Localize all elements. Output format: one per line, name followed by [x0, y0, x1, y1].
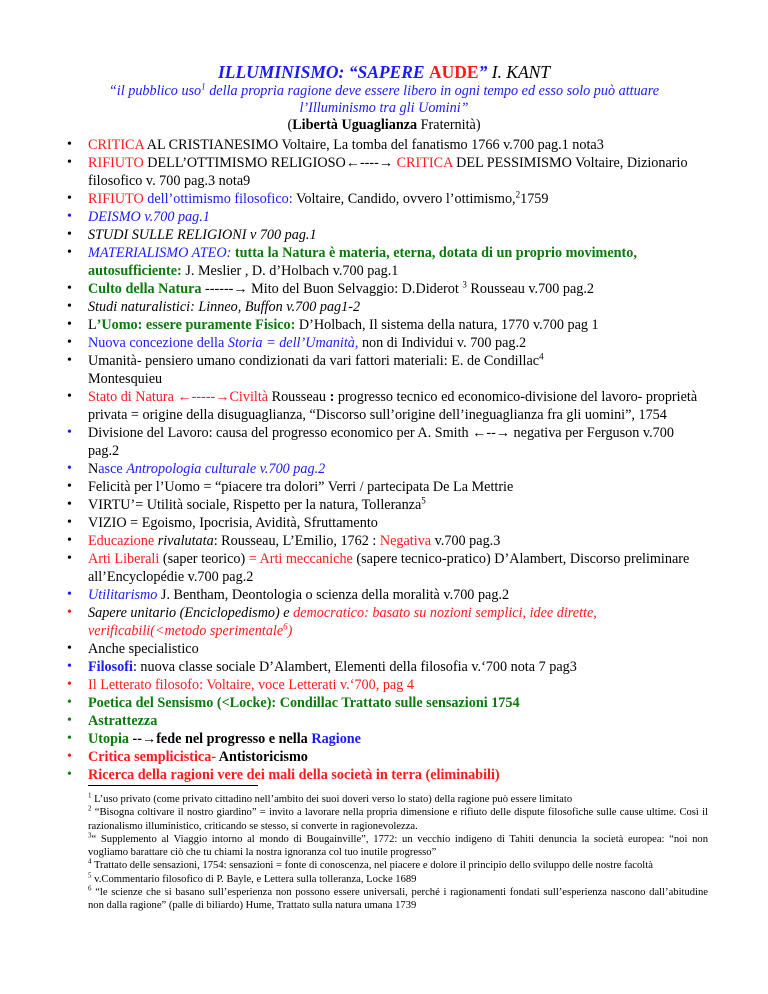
subtitle-line-1: “il pubblico uso$^1$ della propria ragione deve essere libero in ogni tempo ed esso solo può attuare — [108, 81, 660, 99]
list-item: • DEISMO v.700 pag.1 — [88, 208, 708, 226]
list-item: • MATERIALISMO ATEO: tutta la Natura è materia, eterna, dotata di un proprio movimento, autosufficiente: J. Meslier , D. d’Holbach v.700 pag.1 — [88, 244, 708, 280]
right-arrow-icon: --→ — [132, 731, 157, 747]
footnote-ref-4[interactable]: 4 — [539, 351, 544, 362]
footnote-divider — [88, 785, 258, 786]
list-item: • RIFIUTO dell’ottimismo filosofico: Voltaire, Candido, ovvero l’ottimismo,$^2$1759 — [88, 190, 708, 208]
list-item: • STUDI SULLE RELIGIONI v 700 pag.1 — [88, 226, 708, 244]
list-item: • Il Letterato filosofo: Voltaire, voce Letterati v.‘700, pag 4 — [88, 676, 708, 694]
footnote: $^3$“ Supplemento al Viaggio intorno al mondo di Bougainville”, 1772: un vecchio indigeno di Tahiti denuncia la società europea: “noi non vogliamo barattare ciò che tu chiami la nostra ignoranza col tuo inutile progresso” — [88, 831, 708, 859]
list-item: • Filosofi: nuova classe sociale D’Alambert, Elementi della filosofia v.‘700 nota 7 pag3 — [88, 658, 708, 676]
footnote-ref-5[interactable]: 5 — [421, 495, 426, 506]
list-item: • Felicità per l’Uomo = “piacere tra dolori” Verri / partecipata De La Mettrie — [88, 478, 708, 496]
footnote-ref-1[interactable]: 1 — [201, 81, 206, 92]
footnotes — [88, 793, 708, 913]
list-item: • Nasce Antropologia culturale v.700 pag.2 — [88, 460, 708, 478]
list-item: • Divisione del Lavoro: causa del progresso economico per A. Smith ←--→ negativa per Ferguson v.700 pag.2 — [88, 424, 708, 460]
list-item: • Ricerca della ragioni vere dei mali della società in terra (eliminabili) — [88, 766, 708, 784]
list-item: • Astrattezza — [88, 712, 708, 730]
title-author: I. KANT — [491, 62, 551, 82]
list-item: • RIFIUTO DELL’OTTIMISMO RELIGIOSO←----→ CRITICA DEL PESSIMISMO Voltaire, Dizionario filosofico v. 700 pag.3 nota9 — [88, 154, 708, 190]
list-item: • Anche specialistico — [88, 640, 708, 658]
footnote: $^1$ L’uso privato (come privato cittadino nell’ambito dei suoi doveri verso lo stato) della ragione può essere limitato — [88, 791, 573, 805]
list-item: • Utopia --→fede nel progresso e nella Ragione — [88, 730, 708, 748]
title-main: ILLUMINISMO: “SAPERE — [217, 62, 429, 82]
list-item: • Studi naturalistici: Linneo, Buffon v.700 pag1-2 — [88, 298, 708, 316]
document-title — [0, 62, 768, 83]
list-item: • Utilitarismo J. Bentham, Deontologia o scienza della moralità v.700 pag.2 — [88, 586, 708, 604]
footnote: $^5$ v.Commentario filosofico di P. Bayle, e Lettera sulla tolleranza, Locke 1689 — [88, 871, 417, 885]
list-item: • Arti Liberali (saper teorico) = Arti meccaniche (sapere tecnico-pratico) D’Alambert, Discorso preliminare all’Encyclopédie v.700 pag.2 — [88, 550, 708, 586]
list-item: • Culto della Natura ------→ Mito del Buon Selvaggio: D.Diderot $^3$ Rousseau v.700 pag.2 — [88, 280, 708, 298]
subtitle-line-2: l’Illuminismo tra gli Uomini” — [299, 100, 469, 116]
footnote: $^4$ Trattato delle sensazioni, 1754: sensazioni = fonte di conoscenza, nel piacere e dolore il principio dello sviluppo delle nostre facoltà — [88, 857, 653, 872]
list-item: • Educazione rivalutata: Rousseau, L’Emilio, 1762 : Negativa v.700 pag.3 — [88, 532, 708, 550]
title-close-quote: ” — [478, 62, 492, 82]
list-item: • VIZIO = Egoismo, Ipocrisia, Avidità, Sfruttamento — [88, 514, 708, 532]
list-item: • CRITICA AL CRISTIANESIMO Voltaire, La tomba del fanatismo 1766 v.700 pag.1 nota3 — [88, 136, 708, 154]
list-item: • Critica semplicistica- Antistoricismo — [88, 748, 708, 766]
list-item: • Sapere unitario (Enciclopedismo) e democratico: basato su nozioni semplici, idee dirette, verificabili(<metodo sperimentale$^6$) — [88, 604, 708, 640]
list-item: • Nuova concezione della Storia = dell’Umanità, non di Individui v. 700 pag.2 — [88, 334, 708, 352]
motto: (Libertà Uguaglianza Fraternità) — [287, 117, 481, 133]
footnote-ref-3[interactable]: 3 — [462, 279, 467, 290]
footnote: $^2$ “Bisogna coltivare il nostro giardino” = invito a lavorare nella propria dimensione e rifiuto delle dispute filosofiche sulle cause ultime. Così il razionalismo illuministico, criticando se stesso, si converte in ragionevolezza. — [88, 804, 708, 832]
footnote: $^6$ “le scienze che si basano sull’esperienza non possono essere universali, perché i ragionamenti fondati sull’esperienza nascono dall’abitudine non dalla ragione” (palle di biliardo) Hume, Trattato sulla natura umana 1739 — [88, 884, 708, 912]
list-item: • L’Uomo: essere puramente Fisico: D’Holbach, Il sistema della natura, 1770 v.700 pag 1 — [88, 316, 708, 334]
title-aude: AUDE — [428, 62, 479, 82]
list-item: • Poetica del Sensismo (<Locke): Condillac Trattato sulle sensazioni 1754 — [88, 694, 708, 712]
footnote-ref-2[interactable]: 2 — [515, 189, 521, 200]
list-item: • VIRTU’= Utilità sociale, Rispetto per la natura, Tolleranza$^5$ — [88, 496, 708, 514]
list-item: • Umanità- pensiero umano condizionati da vari fattori materiali: E. de Condillac$^4$ Montesquieu — [88, 352, 708, 388]
right-arrow-icon: ------→ — [201, 281, 248, 297]
list-item: • Stato di Natura ←-----→Civiltà Rousseau : progresso tecnico ed economico-divisione del lavoro- proprietà privata = origine della disuguaglianza, “Discorso sull’origine dell’ineguaglianza fra gli uomini”, 1754 — [88, 388, 708, 424]
double-arrow-icon: ←----→ — [345, 155, 394, 171]
double-arrow-icon: ←--→ — [472, 425, 510, 441]
double-arrow-icon: ←-----→ — [177, 389, 230, 405]
bullet-list — [88, 136, 708, 784]
footnote-ref-6[interactable]: 6 — [283, 621, 288, 632]
